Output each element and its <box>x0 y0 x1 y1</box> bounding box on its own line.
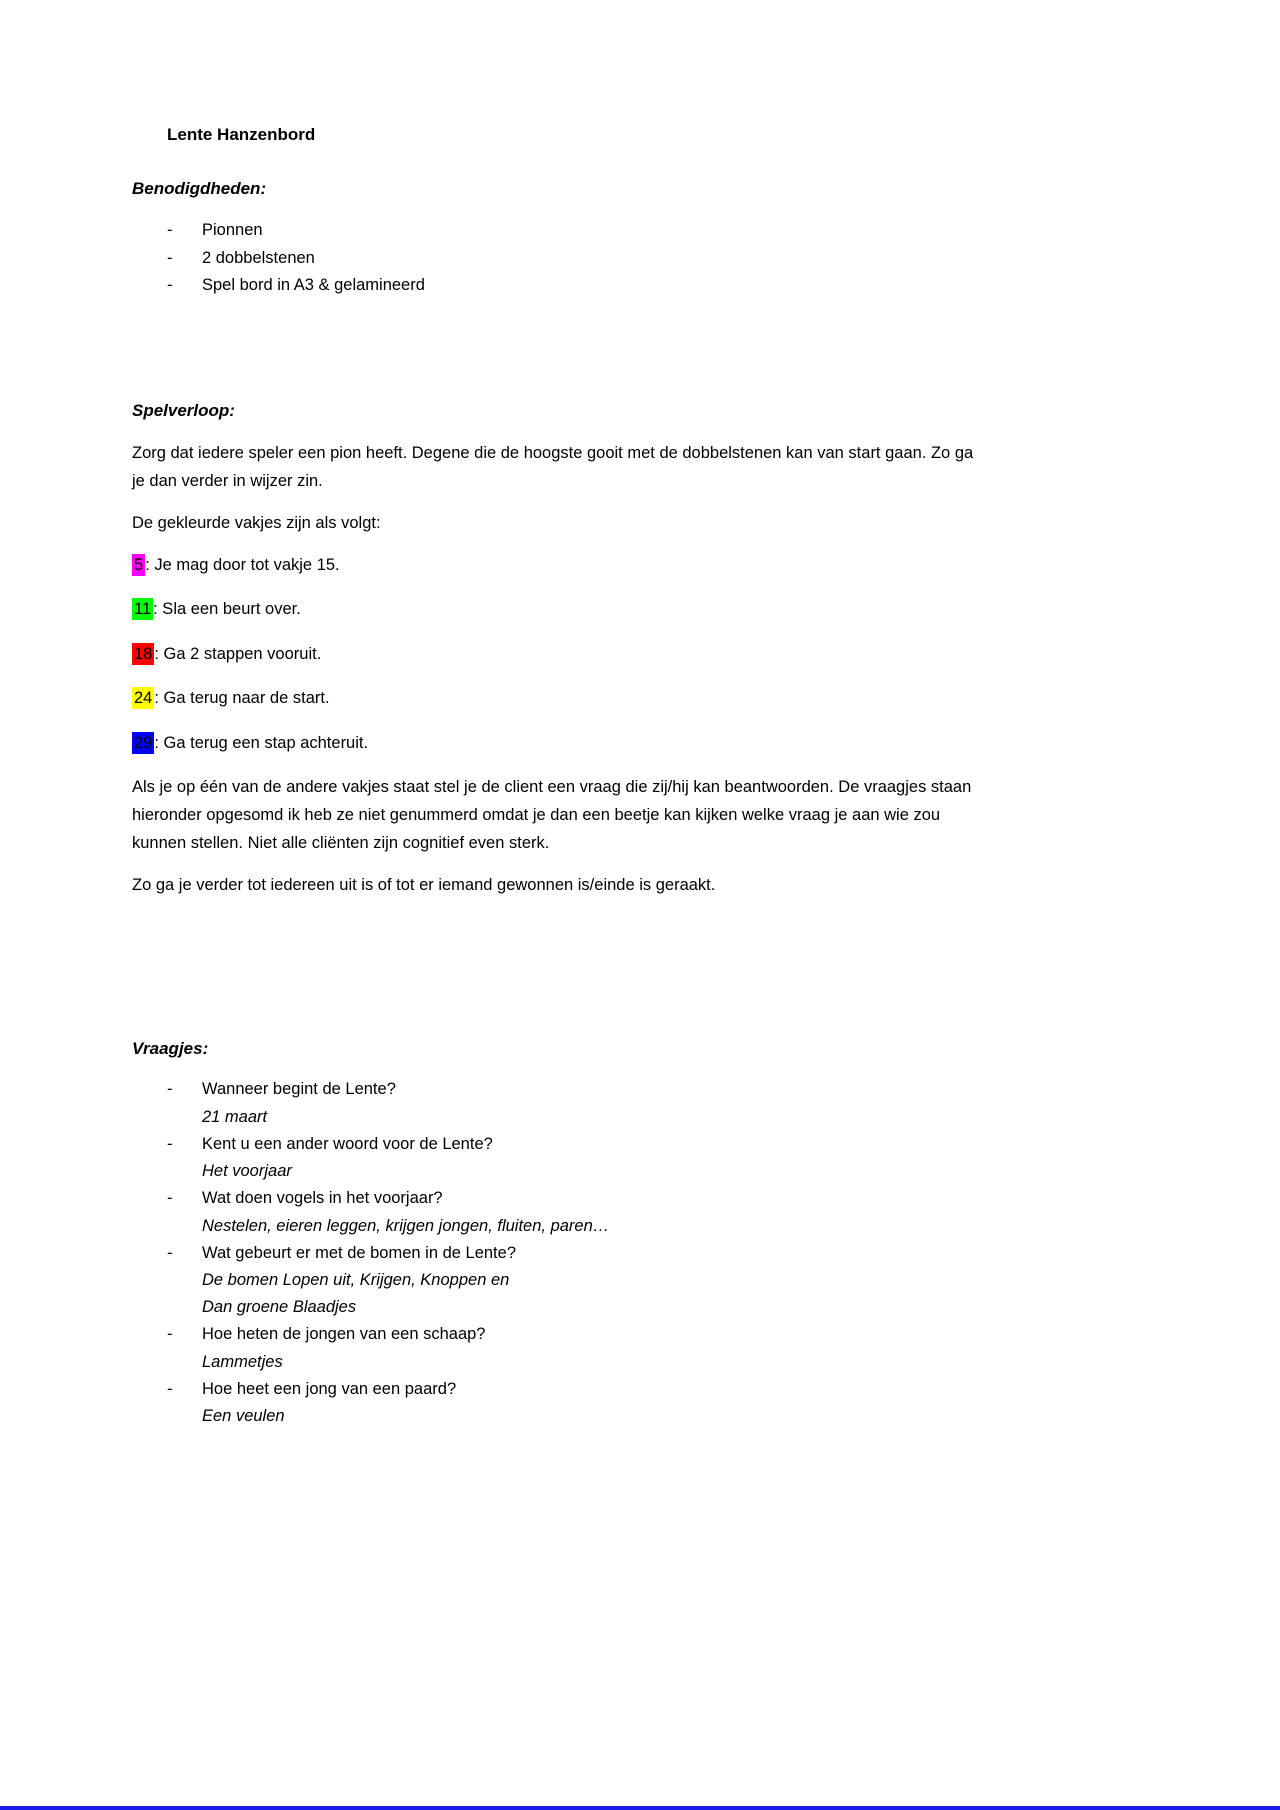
question-text: Wanneer begint de Lente? <box>202 1080 396 1098</box>
dash-bullet <box>132 1131 202 1159</box>
bottom-blue-strip <box>0 1806 1280 1810</box>
dash-bullet <box>132 272 202 300</box>
question-line <box>132 1185 1012 1213</box>
spelverloop-paragraph-1: Zorg dat iedere speler een pion heeft. Degene die de hoogste gooit met de dobbelstenen kan van start gaan. Zo ga je dan verder in wijzer zin. <box>132 443 974 490</box>
colored-rule <box>132 684 1012 712</box>
dash-bullet <box>132 1185 202 1213</box>
highlighted-number: 5 <box>134 555 144 574</box>
rule-text: : Sla een beurt over. <box>153 600 301 618</box>
dash-bullet <box>132 217 202 245</box>
list-item-text: Spel bord in A3 & gelamineerd <box>202 276 425 294</box>
answer-text: Het voorjaar <box>202 1162 292 1180</box>
qa-item <box>132 1131 1012 1186</box>
vraagjes-list <box>132 1076 1012 1430</box>
rule-text: : Ga terug een stap achteruit. <box>154 733 369 752</box>
dash-bullet <box>132 245 202 273</box>
question-text: Wat doen vogels in het voorjaar? <box>202 1189 443 1207</box>
answer-text: 21 maart <box>202 1107 268 1126</box>
dash-bullet <box>132 1240 202 1268</box>
list-item <box>132 217 1012 245</box>
question-text: Wat gebeurt er met de bomen in de Lente? <box>202 1243 516 1262</box>
answer-text: Nestelen, eieren leggen, krijgen jongen, fluiten, paren… <box>202 1216 610 1235</box>
question-text: Hoe heet een jong van een paard? <box>202 1379 457 1398</box>
benodigdheden-list <box>132 217 1012 300</box>
list-item <box>132 245 1012 273</box>
qa-item <box>132 1240 1012 1322</box>
question-line <box>132 1321 1012 1349</box>
dash-bullet <box>132 1321 202 1349</box>
list-item <box>132 272 1012 300</box>
highlighted-number: 18 <box>134 644 153 663</box>
colored-rule <box>132 729 1012 757</box>
colored-rule <box>132 595 1012 623</box>
rule-text: : Ga 2 stappen vooruit. <box>154 644 322 663</box>
rule-text: : Je mag door tot vakje 15. <box>145 555 340 574</box>
answer-text: Een veulen <box>202 1407 285 1425</box>
dash-bullet <box>132 1376 202 1404</box>
question-line <box>132 1131 1012 1159</box>
document-content <box>132 121 1012 1430</box>
question-line <box>132 1076 1012 1104</box>
highlighted-number: 29 <box>134 733 153 752</box>
spelverloop-paragraph-4: Zo ga je verder tot iedereen uit is of tot er iemand gewonnen is/einde is geraakt. <box>132 876 716 894</box>
highlighted-number: 11 <box>134 600 152 618</box>
colored-rule <box>132 551 1012 579</box>
dash-bullet <box>132 1076 202 1104</box>
question-text: Kent u een ander woord voor de Lente? <box>202 1134 493 1153</box>
question-text: Hoe heten de jongen van een schaap? <box>202 1325 486 1343</box>
question-line <box>132 1376 1012 1404</box>
answer-text: De bomen Lopen uit, Krijgen, Knoppen en <box>202 1271 510 1289</box>
qa-item <box>132 1185 1012 1240</box>
colored-rule <box>132 640 1012 668</box>
vraagjes-heading: Vraagjes: <box>132 1039 209 1058</box>
qa-item <box>132 1076 1012 1131</box>
qa-item <box>132 1376 1012 1431</box>
spelverloop-heading: Spelverloop: <box>132 400 235 420</box>
highlighted-number: 24 <box>134 689 153 707</box>
spelverloop-paragraph-2: De gekleurde vakjes zijn als volgt: <box>132 513 381 532</box>
rule-text: : Ga terug naar de start. <box>154 689 330 707</box>
spelverloop-paragraph-3: Als je op één van de andere vakjes staat stel je de client een vraag die zij/hij kan beantwoorden. De vraagjes staan hieronder opgesomd ik heb ze niet genummerd omdat je dan een beetje kan kijken welke vraag je aan wie zou kunnen stellen. Niet alle cliënten zijn cognitief even sterk. <box>132 778 972 852</box>
answer-text-2: Dan groene Blaadjes <box>202 1298 357 1316</box>
list-item-text: Pionnen <box>202 221 263 239</box>
list-item-text: 2 dobbelstenen <box>202 248 315 267</box>
benodigdheden-heading: Benodigdheden: <box>132 179 267 198</box>
answer-text: Lammetjes <box>202 1352 283 1371</box>
page-title: Lente Hanzenbord <box>167 125 316 144</box>
question-line <box>132 1240 1012 1268</box>
qa-item <box>132 1321 1012 1376</box>
